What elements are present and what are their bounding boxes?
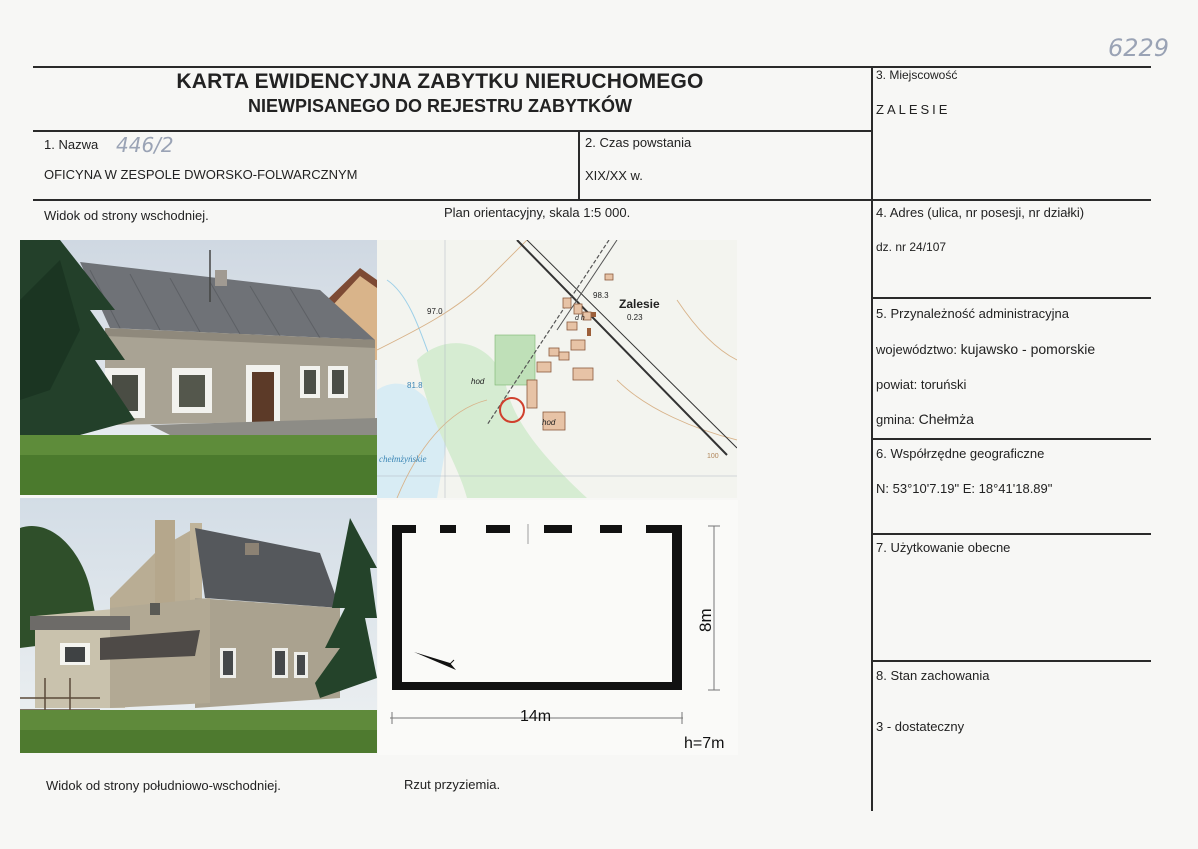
ground-plan bbox=[378, 500, 738, 755]
map-label-100: 100 bbox=[707, 453, 719, 460]
map-label-hod-1: hod bbox=[471, 377, 485, 386]
county-label: powiat: bbox=[876, 377, 918, 392]
location-map bbox=[377, 240, 737, 498]
photo-southeast-view-image bbox=[20, 498, 377, 753]
map-label-hod-2: hod bbox=[542, 418, 556, 427]
address-label: 4. Adres (ulica, nr posesji, nr działki) bbox=[876, 205, 1085, 220]
map-label-place: Zalesie bbox=[619, 297, 660, 311]
usage-label: 7. Użytkowanie obecne bbox=[876, 540, 1011, 555]
card-title: KARTA EWIDENCYJNA ZABYTKU NIERUCHOMEGO bbox=[176, 70, 704, 93]
ground-plan-drawing bbox=[378, 500, 738, 755]
plan-width-label: 14m bbox=[520, 708, 552, 725]
rule-below-admin bbox=[871, 438, 1151, 440]
caption-ground-plan: Rzut przyziemia. bbox=[404, 777, 501, 792]
map-label-98-3: 98.3 bbox=[593, 291, 609, 300]
name-label: 1. Nazwa bbox=[44, 137, 99, 152]
map-label-lake: chełmżyńskie bbox=[379, 454, 427, 464]
map-label-81-8: 81.8 bbox=[407, 381, 423, 390]
voivodeship-row bbox=[876, 341, 1095, 357]
map-label-97-0: 97.0 bbox=[427, 307, 443, 316]
map-label-0-23: 0.23 bbox=[627, 313, 643, 322]
handwritten-number: 6229 bbox=[1108, 34, 1170, 62]
address-value: dz. nr 24/107 bbox=[876, 240, 947, 254]
place-label: 3. Miejscowość bbox=[876, 68, 958, 82]
map-label-dh: d h bbox=[575, 315, 585, 322]
rule-below-coords bbox=[871, 533, 1151, 535]
plan-height-label: 8m bbox=[696, 608, 715, 632]
photo-east-view bbox=[20, 240, 377, 495]
location-map-image bbox=[377, 240, 737, 498]
time-value: XIX/XX w. bbox=[585, 168, 643, 183]
coords-label: 6. Współrzędne geograficzne bbox=[876, 446, 1045, 461]
voivodeship-label: województwo: bbox=[876, 342, 957, 357]
rule-below-title bbox=[33, 130, 873, 132]
photo-southeast-view bbox=[20, 498, 377, 753]
name-value: OFICYNA W ZESPOLE DWORSKO-FOLWARCZNYM bbox=[44, 167, 358, 182]
rule-below-name bbox=[33, 199, 1151, 201]
county-row bbox=[876, 377, 966, 392]
top-rule bbox=[33, 66, 1151, 68]
county-value: toruński bbox=[920, 377, 967, 392]
commune-label: gmina: bbox=[876, 412, 916, 427]
time-label: 2. Czas powstania bbox=[585, 135, 692, 150]
photo-east-view-image bbox=[20, 240, 377, 495]
commune-value: Chełmża bbox=[918, 411, 974, 427]
condition-label: 8. Stan zachowania bbox=[876, 668, 990, 683]
caption-southeast-view: Widok od strony południowo-wschodniej. bbox=[46, 778, 281, 793]
name-handwritten-number: 446/2 bbox=[116, 133, 174, 157]
admin-label: 5. Przynależność administracyjna bbox=[876, 306, 1069, 321]
name-time-divider bbox=[578, 130, 580, 200]
caption-location-plan: Plan orientacyjny, skala 1:5 000. bbox=[444, 205, 631, 220]
rule-below-address bbox=[871, 297, 1151, 299]
rule-below-usage bbox=[871, 660, 1151, 662]
coords-value: N: 53°10'7.19" E: 18°41'18.89" bbox=[876, 481, 1053, 496]
card-subtitle: NIEWPISANEGO DO REJESTRU ZABYTKÓW bbox=[247, 96, 633, 116]
caption-east-view: Widok od strony wschodniej. bbox=[44, 208, 209, 223]
place-value: ZALESIE bbox=[876, 102, 951, 117]
plan-h-label: h=7m bbox=[684, 735, 725, 752]
commune-row bbox=[876, 411, 974, 427]
condition-value: 3 - dostateczny bbox=[876, 719, 965, 734]
voivodeship-value: kujawsko - pomorskie bbox=[960, 341, 1096, 357]
